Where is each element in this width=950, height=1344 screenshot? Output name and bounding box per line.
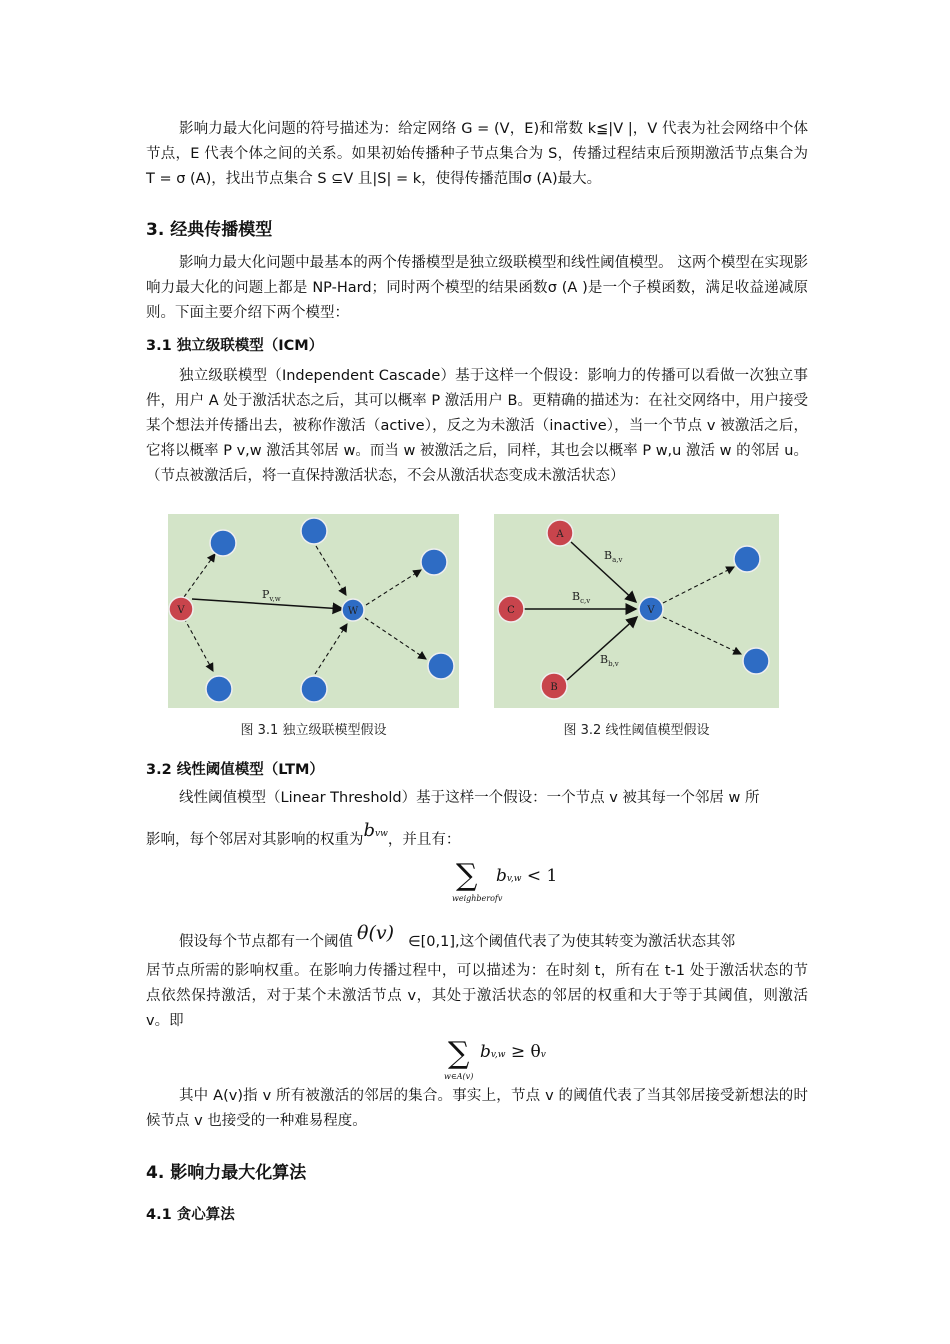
ltm-label-b: $B_{b,v}$ (600, 653, 619, 668)
paragraph-icm: 独立级联模型（Independent Cascade）基于这样一个假设：影响力的传播可以看做一次独立事件，用户 A 处于激活状态之后，其可以概率 P 激活用户 B。更精确的描述为：在社交网络中，用户接受某个想法并传播出去，被称作激活（active），反之为未激活（inactive），当一个节点 v 被激活之后，它将以概率 P v,w 激活其邻居 w。而当 w 被激活之后，同样，其也会以概率 P w,u 激活 w 的邻居 u。（节点被激活后，将一直保持激活状态，不会从激活状态变成未激活状态） (146, 368, 808, 484)
ltm-node-right-top (734, 546, 760, 572)
theta-symbol: θ(v) (357, 922, 394, 944)
figure-3-1-caption: 图 3.1 独立级联模型假设 (240, 723, 387, 738)
icm-node-bottom-mid (301, 676, 327, 702)
section-4-1-heading: 4.1 贪心算法 (146, 1207, 235, 1223)
icm-edge-label: $P_{v,w}$ (262, 588, 281, 603)
ltm-node-b-label: B (550, 682, 558, 693)
ltm-diagram (494, 514, 779, 708)
paragraph-activated-neighbors: 其中 A(v)指 v 所有被激活的邻居的集合。事实上，节点 v 的阈值代表了当其邻居接受新想法的时候节点 v 也接受的一种难易程度。 (146, 1088, 808, 1129)
formula-activation: ∑ w∈A(v) bv,w ≥ θv (444, 1036, 546, 1081)
paragraph-ltm-line1: 线性阈值模型（Linear Threshold）基于这样一个假设：一个节点 v 被其每一个邻居 w 所 (179, 790, 760, 806)
paragraph-threshold-rest: 居节点所需的影响权重。在影响力传播过程中，可以描述为：在时刻 t，所有在 t-1 处于激活状态的节点依然保持激活，对于某个未激活节点 v，其处于激活状态的邻居的权重和大于等于其阈值，则激活 v。即 (146, 963, 808, 1029)
ltm-weight-text-end: ，并且有： (387, 832, 461, 848)
paragraph-models-intro: 影响力最大化问题中最基本的两个传播模型是独立级联模型和线性阈值模型。 这两个模型在实现影响力最大化的问题上都是 NP-Hard；同时两个模型的结果函数σ (A )是一个子模函数，满足收益递减原则。下面主要介绍下两个模型： (146, 255, 808, 321)
ltm-background (494, 514, 779, 708)
ltm-weight-text: 影响，每个邻居对其影响的权重为 (146, 832, 364, 848)
icm-node-top-mid (301, 518, 327, 544)
section-3-heading: 3. 经典传播模型 (146, 220, 273, 240)
icm-node-w-label: W (347, 606, 359, 617)
ltm-label-a: $B_{a,v}$ (604, 549, 623, 564)
bvw-symbol: bvw (363, 820, 388, 841)
paragraph-problem-definition: 影响力最大化问题的符号描述为：给定网络 G = (V，E)和常数 k≦|V |，V 代表为社会网络中个体节点，E 代表个体之间的关系。如果初始传播种子节点集合为 S，传播过程结束后预期激活节点集合为 T = σ (A)，找出节点集合 S ⊆V 且|S| = k，使得传播范围σ (A)最大。 (146, 121, 808, 187)
ltm-node-v-label: V (647, 605, 655, 616)
icm-diagram (168, 514, 459, 708)
paragraph-threshold-line1: 假设每个节点都有一个阈值 θ(v) ∈[0,1],这个阈值代表了为使其转变为激活状态其邻 (179, 922, 736, 950)
ltm-node-right-bottom (743, 648, 769, 674)
icm-node-right-top (421, 549, 447, 575)
icm-node-v-label: V (177, 605, 185, 616)
section-4-heading: 4. 影响力最大化算法 (146, 1163, 307, 1183)
icm-node-right-bottom (428, 653, 454, 679)
section-3-1-heading: 3.1 独立级联模型（ICM） (146, 338, 324, 354)
ltm-node-a-label: A (556, 529, 564, 540)
ltm-node-c-label: C (507, 605, 515, 616)
icm-node-bottom-left (206, 676, 232, 702)
paragraph-ltm-line2 (146, 820, 461, 855)
figure-3-2-caption: 图 3.2 线性阈值模型假设 (563, 723, 710, 738)
section-3-2-heading: 3.2 线性阈值模型（LTM） (146, 762, 324, 778)
icm-node-top-left (210, 530, 236, 556)
ltm-label-c: $B_{c,v}$ (572, 590, 591, 605)
formula-sum-weights: ∑ weighberofv bv,w < 1 (452, 858, 558, 903)
